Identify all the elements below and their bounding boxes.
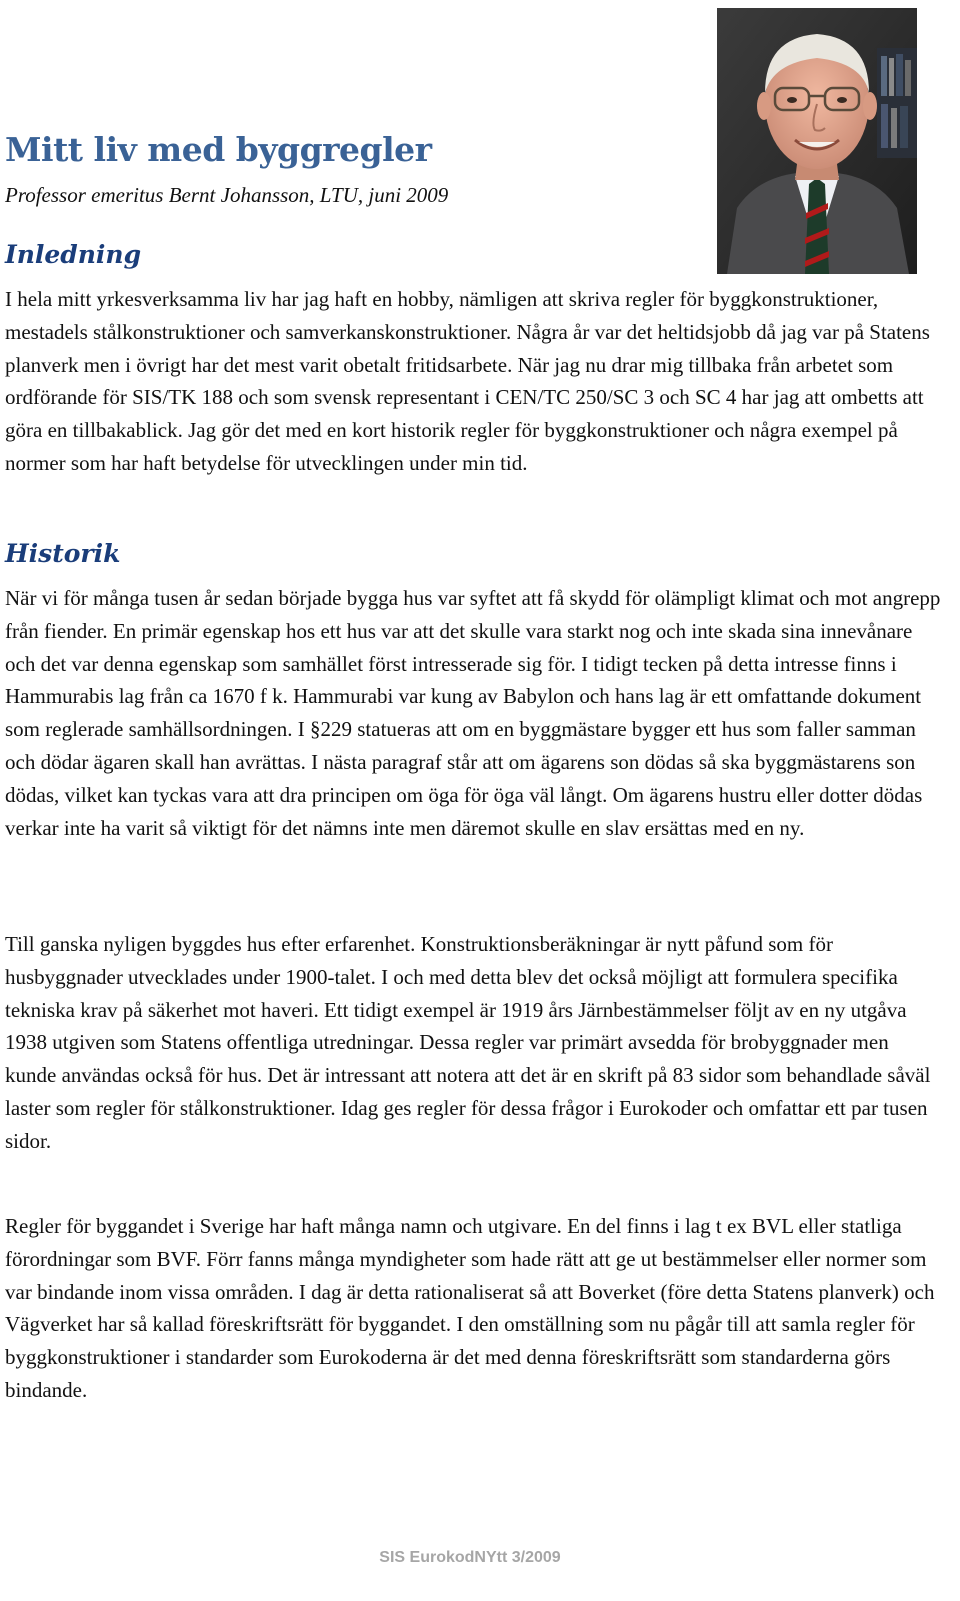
paragraph: I hela mitt yrkesverksamma liv har jag haft en hobby, nämligen att skriva regler för byggkonstruktioner, mestadels stålkonstruktioner och samverkanskonstruktioner. Några år var det heltidsjobb då jag var på Statens planverk men i övrigt har det mest varit obetalt fritidsarbete. När jag nu drar mig tillbaka från arbetet som ordförande för SIS/TK 188 och som svensk representant i CEN/TC 250/SC 3 och SC 4 har jag att ombetts att göra en tillbakablick. Jag gör det med en kort historik regler för byggkonstruktioner och några exempel på normer som har haft betydelse för utvecklingen under min tid. (5, 287, 930, 475)
page-footer: SIS EurokodNYtt 3/2009 (379, 1549, 561, 1566)
paragraph: Till ganska nyligen byggdes hus efter erfarenhet. Konstruktionsberäkningar är nytt påfund som för husbyggnader utvecklades under 1900-talet. I och med detta blev det också möjligt att formulera specifika tekniska krav på säkerhet mot haveri. Ett tidigt exempel är 1919 års Järnbestämmelser följt av en ny utgåva 1938 utgiven som Statens offentliga utredningar. Dessa regler var primärt avsedda för brobyggnader men kunde användas också för hus. Det är intressant att notera att det är en skrift på 83 sidor som behandlade såväl laster som regler för stålkonstruktioner. Idag ges regler för dessa frågor i Eurokoder och omfattar ett par tusen sidor. (5, 932, 931, 1153)
article-byline: Professor emeritus Bernt Johansson, LTU, juni 2009 (5, 183, 449, 207)
paragraph: När vi för många tusen år sedan började bygga hus var syftet att få skydd för olämpligt klimat och mot angrepp från fiender. En primär egenskap hos ett hus var att det skulle vara starkt nog och inte skada sina innevånare och det var denna egenskap som samhället först intresserade sig för. I tidigt tecken på detta intresse finns i Hammurabis lag från ca 1670 f k. Hammurabi var kung av Babylon och hans lag är ett omfattande dokument som reglerade samhällsordningen. I §229 statueras att om en byggmästare bygger ett hus som faller samman och dödar ägaren skall han avrättas. I nästa paragraf står att om ägarens son dödas så ska byggmästarens son dödas, vilket kan tyckas vara att dra principen om öga för öga väl långt. Om ägarens hustru eller dotter dödas verkar inte ha varit så viktigt för det nämns inte men däremot skulle en slav ersättas med en ny. (5, 586, 941, 840)
article-title: Mitt liv med byggregler (5, 130, 432, 169)
author-photo (717, 8, 917, 274)
section-heading-historik: Historik (5, 539, 121, 568)
section-heading-inledning: Inledning (5, 240, 142, 269)
paragraph: Regler för byggandet i Sverige har haft många namn och utgivare. En del finns i lag t ex BVL eller statliga förordningar som BVF. Förr fanns många myndigheter som hade rätt att ge ut bestämmelser eller normer som var bindande inom vissa områden. I dag är detta rationaliserat så att Boverket (före detta Statens planverk) och Vägverket har så kallad föreskriftsrätt för byggandet. I den omställning som nu pågår till att samla regler för byggkonstruktioner i standarder som Eurokoderna är det med denna föreskriftsrätt som standarderna görs bindande. (5, 1214, 935, 1402)
